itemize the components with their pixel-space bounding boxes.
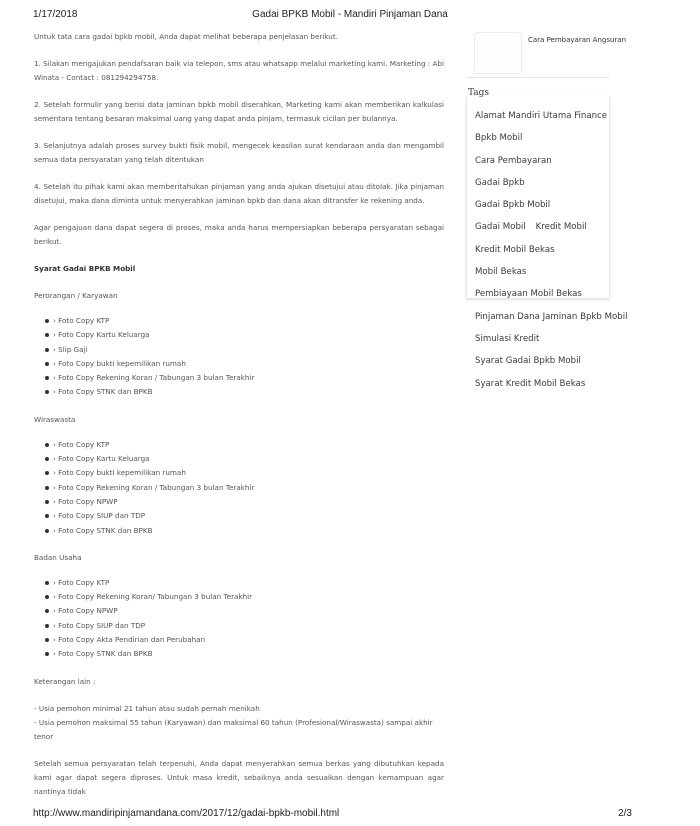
- tag-link[interactable]: Kredit Mobil: [535, 222, 587, 233]
- requirements-heading: Syarat Gadai BPKB Mobil: [34, 264, 136, 273]
- requirements-list-badan-usaha: [34, 576, 444, 662]
- list-item: › Foto Copy STNK dan BPKB: [46, 647, 444, 661]
- print-footer: [0, 806, 638, 826]
- group-title-wiraswasta: Wiraswasta: [34, 414, 76, 424]
- list-item: › Foto Copy KTP: [46, 438, 444, 452]
- tag-link[interactable]: Syarat Gadai Bpkb Mobil: [475, 356, 581, 367]
- list-item: › Foto Copy NPWP: [46, 495, 444, 509]
- list-item: › Foto Copy STNK dan BPKB: [46, 385, 444, 399]
- tag-link[interactable]: Alamat Mandiri Utama Finance: [475, 111, 608, 121]
- tag-link[interactable]: Gadai Bpkb Mobil: [475, 200, 551, 211]
- print-url: http://www.mandiripinjamandana.com/2017/12/gadai-bpkb-mobil.html: [33, 808, 340, 819]
- sidebar: [466, 22, 628, 389]
- list-item: › Foto Copy Kartu Keluarga: [46, 452, 444, 466]
- related-post-title[interactable]: Cara Pembayaran Angsuran: [528, 36, 627, 44]
- tags-widget: [466, 96, 628, 389]
- print-title: Gadai BPKB Mobil - Mandiri Pinjaman Dana: [252, 9, 448, 20]
- tag-link[interactable]: Gadai Mobil: [475, 222, 526, 233]
- step-paragraph: 4. Setelah itu pihak kami akan memberitahukan pinjaman yang anda ajukan disetujui atau ditolak. Jika pinjaman disetujui, maka dana diminta untuk menyerahkan jaminan bpkb dan dana akan ditransfer ke rekening anda.: [34, 182, 444, 205]
- list-item: › Foto Copy bukti kepemilikan rumah: [46, 466, 444, 480]
- list-item: › Foto Copy Kartu Keluarga: [46, 328, 444, 342]
- step-paragraph: Agar pengajuan dana dapat segera di proses, maka anda harus mempersiapkan beberapa persyaratan sebagai berikut.: [34, 223, 444, 246]
- requirements-list-wiraswasta: [34, 438, 444, 538]
- group-title-badan-usaha: Badan Usaha: [34, 552, 82, 562]
- tag-link[interactable]: Bpkb Mobil: [475, 133, 523, 144]
- list-item: › Foto Copy NPWP: [46, 604, 444, 618]
- closing-paragraph: Setelah semua persyaratan telah terpenuhi, Anda dapat menyerahkan semua berkas yang dibutuhkan kepada kami agar dapat segera diproses. Untuk masa kredit, sebaiknya anda sesuaikan dengan kemampuan agar nantinya tidak: [34, 758, 444, 796]
- tag-link[interactable]: Gadai Bpkb: [475, 177, 525, 188]
- tag-link[interactable]: Pinjaman Dana Jaminan Bpkb Mobil: [475, 311, 628, 322]
- tag-link[interactable]: Cara Pembayaran: [475, 155, 552, 166]
- step-paragraph: 1. Silakan mengajukan pendafsaran baik via telepon, sms atau whatsapp melalui marketing kami. Marketing : Abi Winata - Contact : 081294294758.: [34, 59, 444, 82]
- list-item: › Foto Copy KTP: [46, 576, 444, 590]
- tag-link[interactable]: Kredit Mobil Bekas: [475, 244, 555, 255]
- list-item: › Foto Copy bukti kepemilikan rumah: [46, 357, 444, 371]
- list-item: › Foto Copy Rekening Koran / Tabungan 3 bulan Terakhir: [46, 481, 444, 495]
- list-item: › Foto Copy Rekening Koran/ Tabungan 3 bulan Terakhir: [46, 590, 444, 604]
- article-body: [34, 30, 444, 812]
- print-date: 1/17/2018: [33, 9, 78, 20]
- note-line: - Usia pemohon maksimal 55 tahun (Karyawan) dan maksimal 60 tahun (Profesional/Wiraswasta) sampai akhir tenor: [34, 717, 433, 741]
- list-item: › Foto Copy SIUP dan TDP: [46, 619, 444, 633]
- tag-cloud: [467, 96, 628, 393]
- page-number: 2/3: [618, 808, 632, 819]
- related-post[interactable]: [466, 22, 627, 78]
- list-item: › Foto Copy Rekening Koran / Tabungan 3 bulan Terakhir: [46, 371, 444, 385]
- list-item: › Foto Copy STNK dan BPKB: [46, 524, 444, 538]
- step-paragraph: 2. Setelah formulir yang berisi data jaminan bpkb mobil diserahkan, Marketing kami akan memberikan kalkulasi sementara tentang besaran maksimal uang yang dapat anda pinjam, termasuk cicilan per bulannya.: [34, 100, 444, 123]
- note-line: - Usia pemohon minimal 21 tahun atau sudah pernah menikah: [34, 703, 260, 713]
- tag-link[interactable]: Simulasi Kredit: [475, 333, 540, 344]
- article-intro: Untuk tata cara gadai bpkb mobil, Anda dapat melihat beberapa penjelasan berikut.: [34, 32, 338, 41]
- group-title-perorangan: Perorangan / Karyawan: [34, 291, 118, 300]
- tag-link[interactable]: Mobil Bekas: [475, 267, 527, 278]
- list-item: › Slip Gaji: [46, 343, 444, 357]
- tag-link[interactable]: Pembiayaan Mobil Bekas: [475, 289, 582, 300]
- list-item: › Foto Copy Akta Pendirian dan Perubahan: [46, 633, 444, 647]
- step-paragraph: 3. Selanjutnya adalah proses survey bukti fisik mobil, mengecek keasilan surat kendaraan anda dan mengambil semua data persyaratan yang telah ditentukan: [34, 141, 444, 164]
- tags-title: Tags: [468, 88, 490, 98]
- related-post-thumbnail[interactable]: [474, 32, 522, 74]
- list-item: › Foto Copy SIUP dan TDP: [46, 509, 444, 523]
- notes-title: Keterangan lain :: [34, 676, 96, 686]
- list-item: › Foto Copy KTP: [46, 314, 444, 328]
- print-header: [0, 0, 638, 22]
- requirements-list-perorangan: [34, 314, 444, 400]
- tag-link[interactable]: Syarat Kredit Mobil Bekas: [475, 378, 586, 389]
- notes-list: [34, 702, 444, 744]
